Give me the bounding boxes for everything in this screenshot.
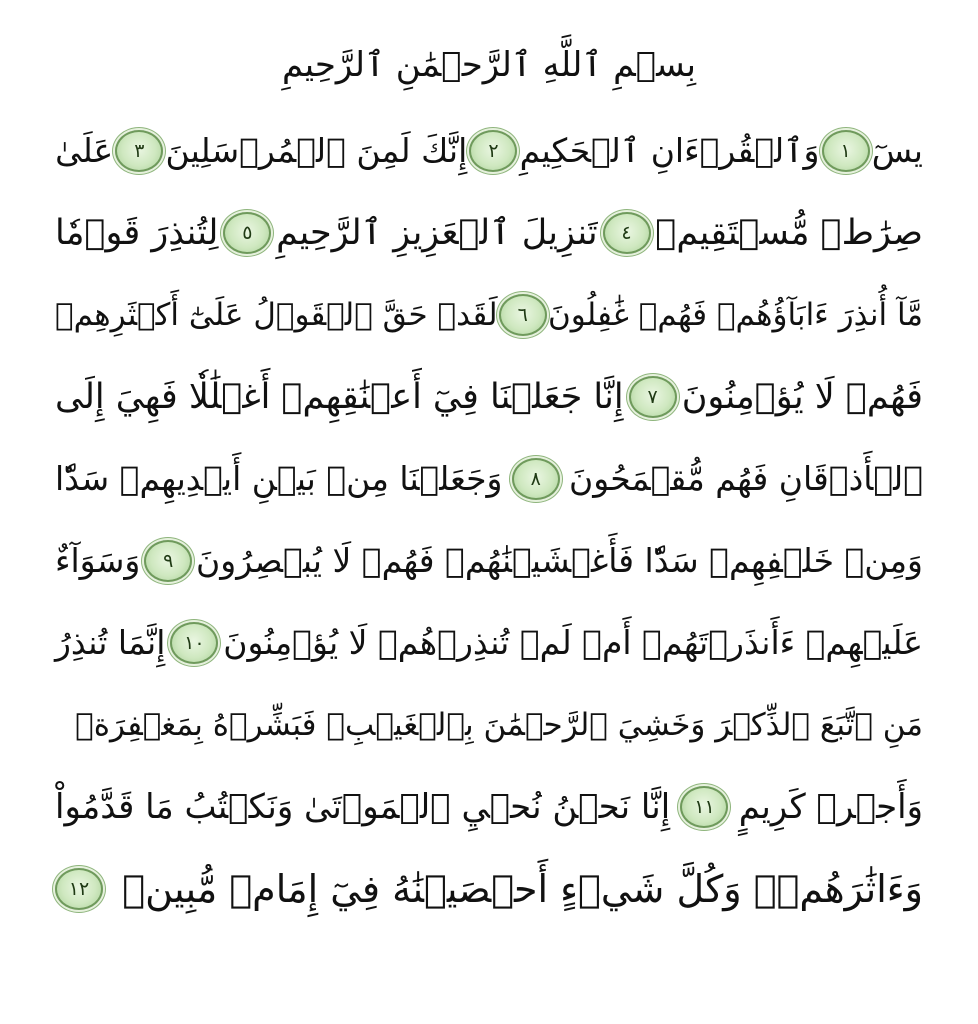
- verse-number-marker: ٧: [629, 376, 677, 418]
- verse-number-marker: ٥: [223, 212, 271, 254]
- verse-line: [55, 110, 923, 192]
- verse-text: إِنَّمَا تُنذِرُ: [55, 623, 166, 662]
- verse-text: وَأَجۡرٖ كَرِيمٍ: [738, 787, 923, 827]
- verse-number-marker: ٣: [115, 130, 163, 172]
- verse-number-marker: ٤: [603, 212, 651, 254]
- verse-line: [55, 274, 923, 356]
- verse-text: وَجَعَلۡنَا مِنۢ بَيۡنِ أَيۡدِيهِمۡ سَدّٗا: [55, 459, 503, 498]
- verse-text: ٱلۡأَذۡقَانِ فَهُم مُّقۡمَحُونَ: [568, 459, 923, 498]
- verse-text: تَنزِيلَ ٱلۡعَزِيزِ ٱلرَّحِيمِ: [276, 213, 598, 253]
- verse-text: صِرَٰطٖ مُّسۡتَقِيمٖ: [655, 213, 923, 253]
- verse-text: إِنَّكَ لَمِنَ ٱلۡمُرۡسَلِينَ: [165, 131, 468, 170]
- verse-text: وَمِنۡ خَلۡفِهِمۡ سَدّٗا فَأَغۡشَيۡنَٰهُمۡ فَهُمۡ لَا يُبۡصِرُونَ: [196, 541, 923, 580]
- verse-number-marker: ٩: [144, 540, 192, 582]
- verse-text: مَنِ ٱتَّبَعَ ٱلذِّكۡرَ وَخَشِيَ ٱلرَّحۡمَٰنَ بِٱلۡغَيۡبِۖ فَبَشِّرۡهُ بِمَغۡفِرَةٖ: [75, 707, 923, 743]
- verse-number-marker: ١٠: [170, 622, 218, 664]
- verse-lines: [55, 110, 923, 930]
- verse-line: [55, 438, 923, 520]
- verse-text: مَّآ أُنذِرَ ءَابَآؤُهُمۡ فَهُمۡ غَٰفِلُونَ: [547, 297, 923, 333]
- verse-text: لِتُنذِرَ قَوۡمٗا: [55, 213, 219, 253]
- verse-line: [55, 684, 923, 766]
- verse-line: [55, 356, 923, 438]
- verse-number-marker: ١٢: [55, 868, 103, 910]
- verse-text: وَءَاثَٰرَهُمۡۚ وَكُلَّ شَيۡءٍ أَحۡصَيۡنَٰهُ فِيٓ إِمَامٖ مُّبِينٖ: [122, 867, 923, 911]
- verse-text: يسٓ: [871, 131, 923, 170]
- verse-text: عَلَيۡهِمۡ ءَأَنذَرۡتَهُمۡ أَمۡ لَمۡ تُنذِرۡهُمۡ لَا يُؤۡمِنُونَ: [223, 623, 923, 662]
- verse-number-marker: ٢: [469, 130, 517, 172]
- verse-text: لَقَدۡ حَقَّ ٱلۡقَوۡلُ عَلَىٰٓ أَكۡثَرِهِمۡ: [55, 297, 498, 333]
- verse-line: [55, 766, 923, 848]
- verse-number-marker: ١: [822, 130, 870, 172]
- verse-number-marker: ٦: [499, 294, 547, 336]
- verse-line: [55, 520, 923, 602]
- verse-line: [55, 602, 923, 684]
- verse-text: إِنَّا نَحۡنُ نُحۡيِ ٱلۡمَوۡتَىٰ وَنَكۡتُبُ مَا قَدَّمُواْ: [55, 787, 671, 827]
- basmala-heading: بِسۡمِ ٱللَّهِ ٱلرَّحۡمَٰنِ ٱلرَّحِيمِ: [282, 45, 696, 85]
- verse-number-marker: ١١: [680, 786, 728, 828]
- verse-text: وَٱلۡقُرۡءَانِ ٱلۡحَكِيمِ: [519, 131, 820, 170]
- verse-text: فَهُمۡ لَا يُؤۡمِنُونَ: [681, 377, 923, 417]
- verse-text: وَسَوَآءٌ: [55, 541, 141, 580]
- verse-line: [55, 848, 923, 930]
- verse-number-marker: ٨: [512, 458, 560, 500]
- verse-text: عَلَىٰ: [55, 131, 114, 170]
- verse-text: إِنَّا جَعَلۡنَا فِيٓ أَعۡنَٰقِهِمۡ أَغۡلَٰلٗا فَهِيَ إِلَى: [55, 377, 624, 417]
- verse-line: [55, 192, 923, 274]
